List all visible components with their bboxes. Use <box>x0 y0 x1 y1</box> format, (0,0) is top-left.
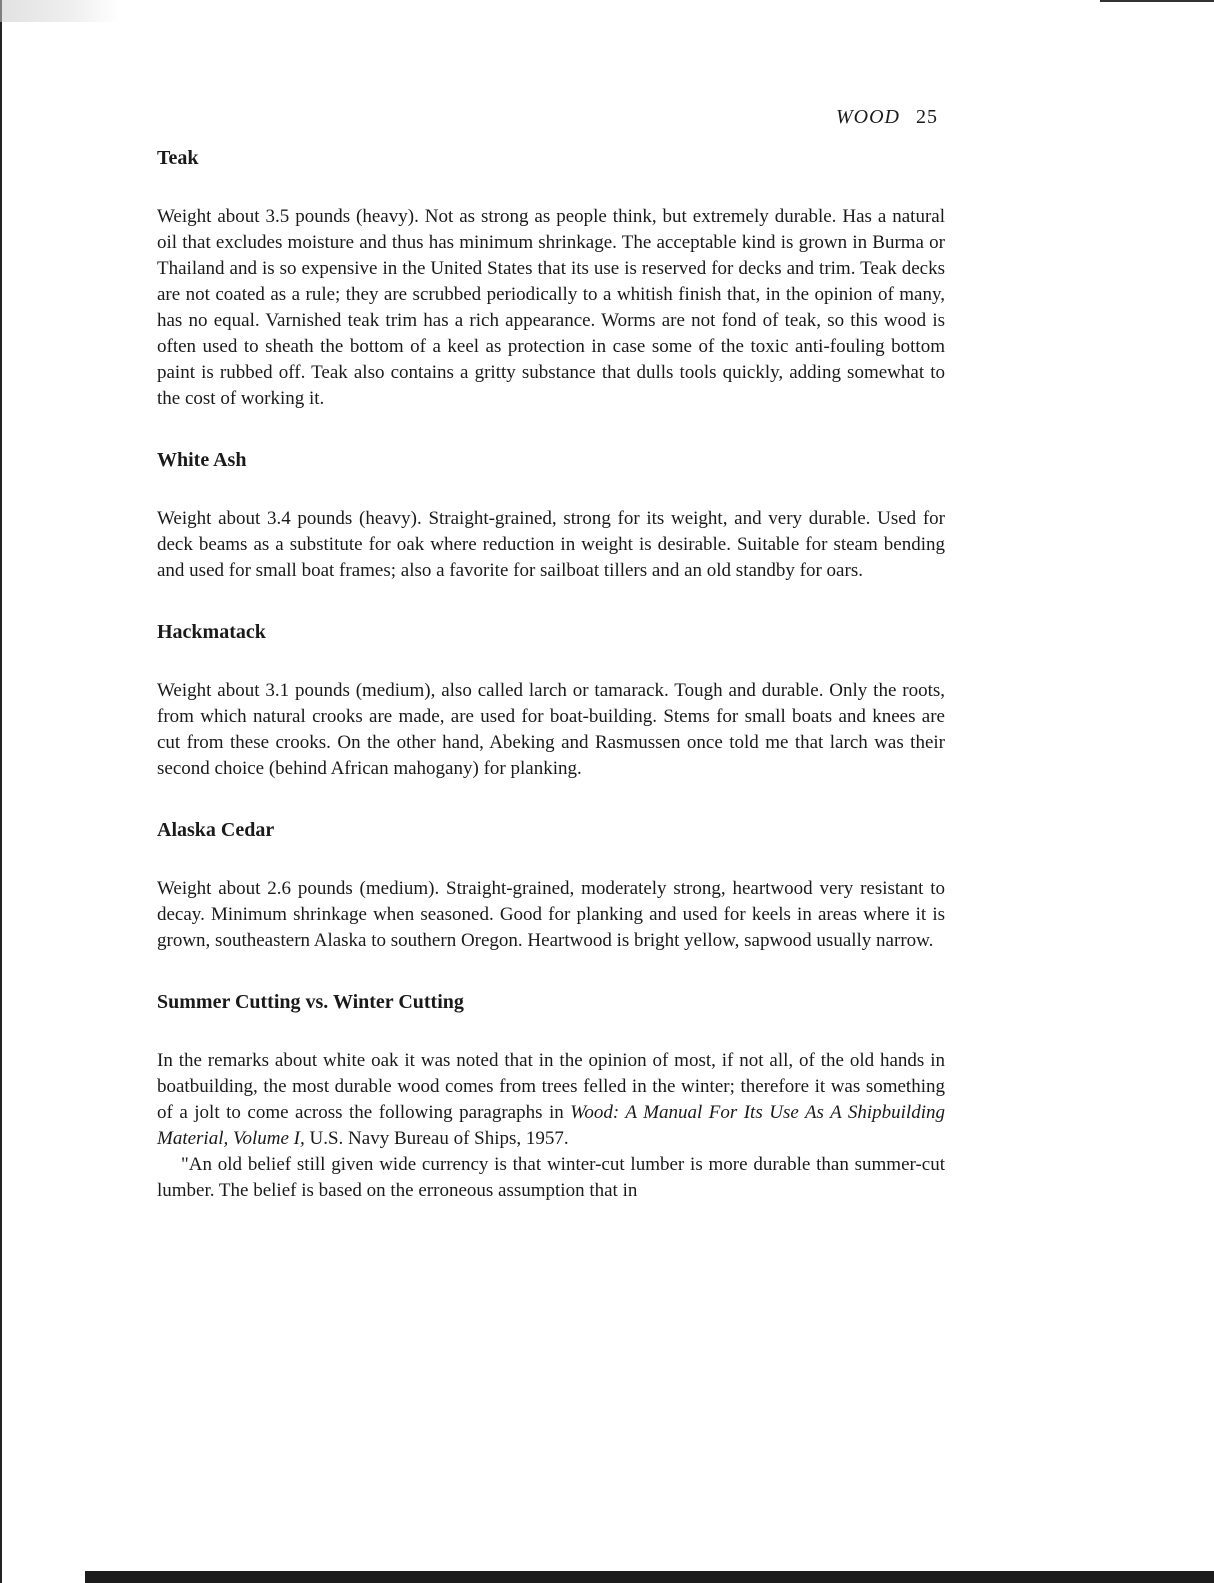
scan-border-bottom <box>85 1571 1214 1583</box>
scan-border-left <box>0 0 2 1583</box>
running-head-title: WOOD <box>836 106 900 128</box>
page-number: 25 <box>916 106 938 128</box>
section-heading: Alaska Cedar <box>157 819 275 841</box>
section-paragraph: Weight about 3.1 pounds (medium), also called larch or tamarack. Tough and durable. Only the roots, from which natural crooks are made, are used for boat-building. Stems for small boats and knees are cut from these crooks. On the other hand, Abeking and Rasmussen once told me that larch was their second choice (behind African mahogany) for planking. <box>157 680 945 779</box>
citation-source: U.S. Navy Bureau of Ships, 1957. <box>309 1128 569 1149</box>
section-heading: Teak <box>157 147 199 169</box>
intro-text: In the remarks about white oak it was noted that in the opinion of most, if not all, of the old hands in boatbuilding, the most durable wood comes from trees felled in the winter; therefore it was something of a jolt to come across the following paragraphs in <box>157 1050 945 1123</box>
section-teak <box>157 140 945 412</box>
running-head <box>836 106 938 129</box>
section-paragraph: Weight about 3.4 pounds (heavy). Straight-grained, strong for its weight, and very durable. Used for deck beams as a substitute for oak where reduction in weight is desirable. Suitable for steam bending and used for small boat frames; also a favorite for sailboat tillers and an old standby for oars. <box>157 508 945 581</box>
citation-title: Wood: A Manual For Its Use As A Shipbuilding Material, Volume I, <box>157 1102 945 1149</box>
section-heading: Hackmatack <box>157 621 266 643</box>
section-hackmatack <box>157 614 945 782</box>
section-paragraph: Weight about 3.5 pounds (heavy). Not as strong as people think, but extremely durable. Has a natural oil that excludes moisture and thus has minimum shrinkage. The acceptable kind is grown in Burma or Thailand and is so expensive in the United States that its use is reserved for decks and trim. Teak decks are not coated as a rule; they are scrubbed periodically to a whitish finish that, in the opinion of many, has no equal. Varnished teak trim has a rich appearance. Worms are not fond of teak, so this wood is often used to sheath the bottom of a keel as protection in case some of the toxic anti-fouling bottom paint is rubbed off. Teak also contains a gritty substance that dulls tools quickly, adding somewhat to the cost of working it. <box>157 206 945 409</box>
section-white-ash <box>157 442 945 584</box>
section-heading: Summer Cutting vs. Winter Cutting <box>157 991 464 1013</box>
section-paragraph <box>157 1048 945 1152</box>
section-paragraph: Weight about 2.6 pounds (medium). Straight-grained, moderately strong, heartwood very resistant to decay. Minimum shrinkage when seasoned. Good for planking and used for keels in areas where it is grown, southeastern Alaska to southern Oregon. Heartwood is bright yellow, sapwood usually narrow. <box>157 878 945 951</box>
scan-border-top <box>1100 0 1214 2</box>
quoted-paragraph: "An old belief still given wide currency is that winter-cut lumber is more durable than summer-cut lumber. The belief is based on the erroneous assumption that in <box>157 1154 945 1201</box>
section-summer-winter-cutting <box>157 984 945 1204</box>
scan-smudge <box>0 0 120 22</box>
page-body <box>157 140 945 1234</box>
section-alaska-cedar <box>157 812 945 954</box>
section-heading: White Ash <box>157 449 247 471</box>
